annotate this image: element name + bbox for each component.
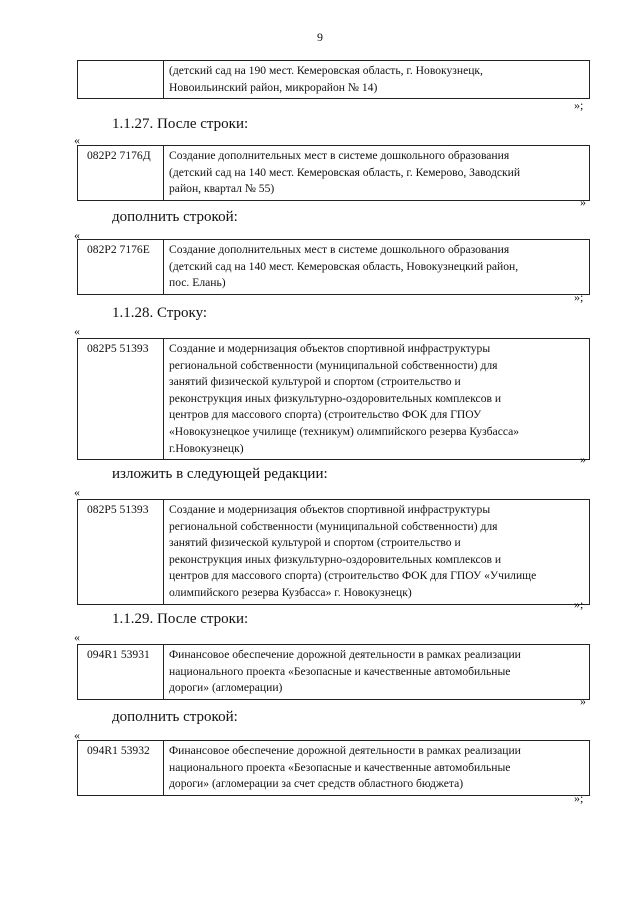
- table-row: [77, 644, 590, 700]
- description-line: олимпийского резерва Кузбасса» г. Новокузнецк): [169, 585, 412, 599]
- row-description: [164, 339, 589, 459]
- description-line: занятий физической культурой и спортом (строительство и: [169, 375, 461, 389]
- description-line: национального проекта «Безопасные и качественные автомобильные: [169, 760, 511, 774]
- page-number: 9: [317, 30, 323, 44]
- opening-quote: «: [74, 485, 80, 499]
- row-description: [164, 741, 589, 795]
- description-line: Создание дополнительных мест в системе дошкольного образования: [169, 243, 510, 256]
- description-line: (детский сад на 140 мест. Кемеровская область, г. Кемерово, Заводский: [169, 165, 521, 179]
- row-code: 082P2 7176Е: [78, 240, 164, 294]
- description-line: региональной собственности (муниципальной собственности) для: [169, 519, 498, 533]
- row-code: 094R1 53931: [78, 645, 164, 699]
- description-line: дороги» (агломерации): [169, 681, 283, 695]
- description-line: Финансовое обеспечение дорожной деятельности в рамках реализации: [169, 648, 521, 661]
- row-description: [164, 500, 589, 604]
- description-line: Создание и модернизация объектов спортивной инфраструктуры: [169, 503, 491, 516]
- row-code: [78, 61, 164, 98]
- description-line: реконструкция иных физкультурно-оздоровительных комплексов и: [169, 391, 502, 405]
- row-description: [164, 240, 589, 294]
- description-line: Создание дополнительных мест в системе дошкольного образования: [169, 149, 510, 162]
- table-row: [77, 239, 590, 295]
- section-heading: дополнить строкой:: [112, 209, 238, 225]
- description-line: г.Новокузнецк): [169, 441, 244, 455]
- table-row: [77, 740, 590, 796]
- row-description: [164, 61, 589, 98]
- description-line: район, квартал № 55): [169, 182, 275, 196]
- table-row: [77, 338, 590, 460]
- section-heading: 1.1.28. Строку:: [112, 305, 208, 321]
- description-line: Создание и модернизация объектов спортивной инфраструктуры: [169, 342, 491, 355]
- description-line: (детский сад на 190 мест. Кемеровская область, г. Новокузнецк,: [169, 64, 483, 77]
- closing-quote: »: [580, 452, 586, 466]
- closing-quote: »: [580, 694, 586, 708]
- opening-quote: «: [74, 228, 80, 242]
- row-description: [164, 645, 589, 699]
- closing-quote: »;: [574, 290, 584, 304]
- opening-quote: «: [74, 324, 80, 338]
- description-line: региональной собственности (муниципальной собственности) для: [169, 358, 498, 372]
- row-code: 082P5 51393: [78, 339, 164, 459]
- table-row: [77, 499, 590, 605]
- description-line: (детский сад на 140 мест. Кемеровская область, Новокузнецкий район,: [169, 259, 519, 273]
- closing-quote: »;: [574, 597, 584, 611]
- row-code: 082P5 51393: [78, 500, 164, 604]
- opening-quote: «: [74, 630, 80, 644]
- description-line: центров для массового спорта) (строительство ФОК для ГПОУ «Училище: [169, 569, 537, 583]
- description-line: «Новокузнецкое училище (техникум) олимпийского резерва Кузбасса»: [169, 424, 520, 438]
- closing-quote: »;: [574, 98, 584, 112]
- description-line: Финансовое обеспечение дорожной деятельности в рамках реализации: [169, 744, 521, 757]
- section-heading: 1.1.29. После строки:: [112, 611, 249, 627]
- section-heading: дополнить строкой:: [112, 709, 238, 725]
- description-line: Новоильинский район, микрорайон № 14): [169, 80, 378, 94]
- section-heading: 1.1.27. После строки:: [112, 116, 249, 132]
- description-line: национального проекта «Безопасные и качественные автомобильные: [169, 664, 511, 678]
- row-code: 082P2 7176Д: [78, 146, 164, 200]
- closing-quote: »;: [574, 791, 584, 805]
- description-line: занятий физической культурой и спортом (строительство и: [169, 536, 461, 550]
- row-code: 094R1 53932: [78, 741, 164, 795]
- opening-quote: «: [74, 133, 80, 147]
- row-description: [164, 146, 589, 200]
- opening-quote: «: [74, 728, 80, 742]
- section-heading: изложить в следующей редакции:: [112, 466, 328, 482]
- description-line: реконструкция иных физкультурно-оздоровительных комплексов и: [169, 552, 502, 566]
- description-line: центров для массового спорта) (строительство ФОК для ГПОУ: [169, 408, 482, 422]
- description-line: пос. Елань): [169, 276, 226, 290]
- table-row: [77, 60, 590, 99]
- table-row: [77, 145, 590, 201]
- description-line: дороги» (агломерации за счет средств областного бюджета): [169, 777, 464, 791]
- closing-quote: »: [580, 195, 586, 209]
